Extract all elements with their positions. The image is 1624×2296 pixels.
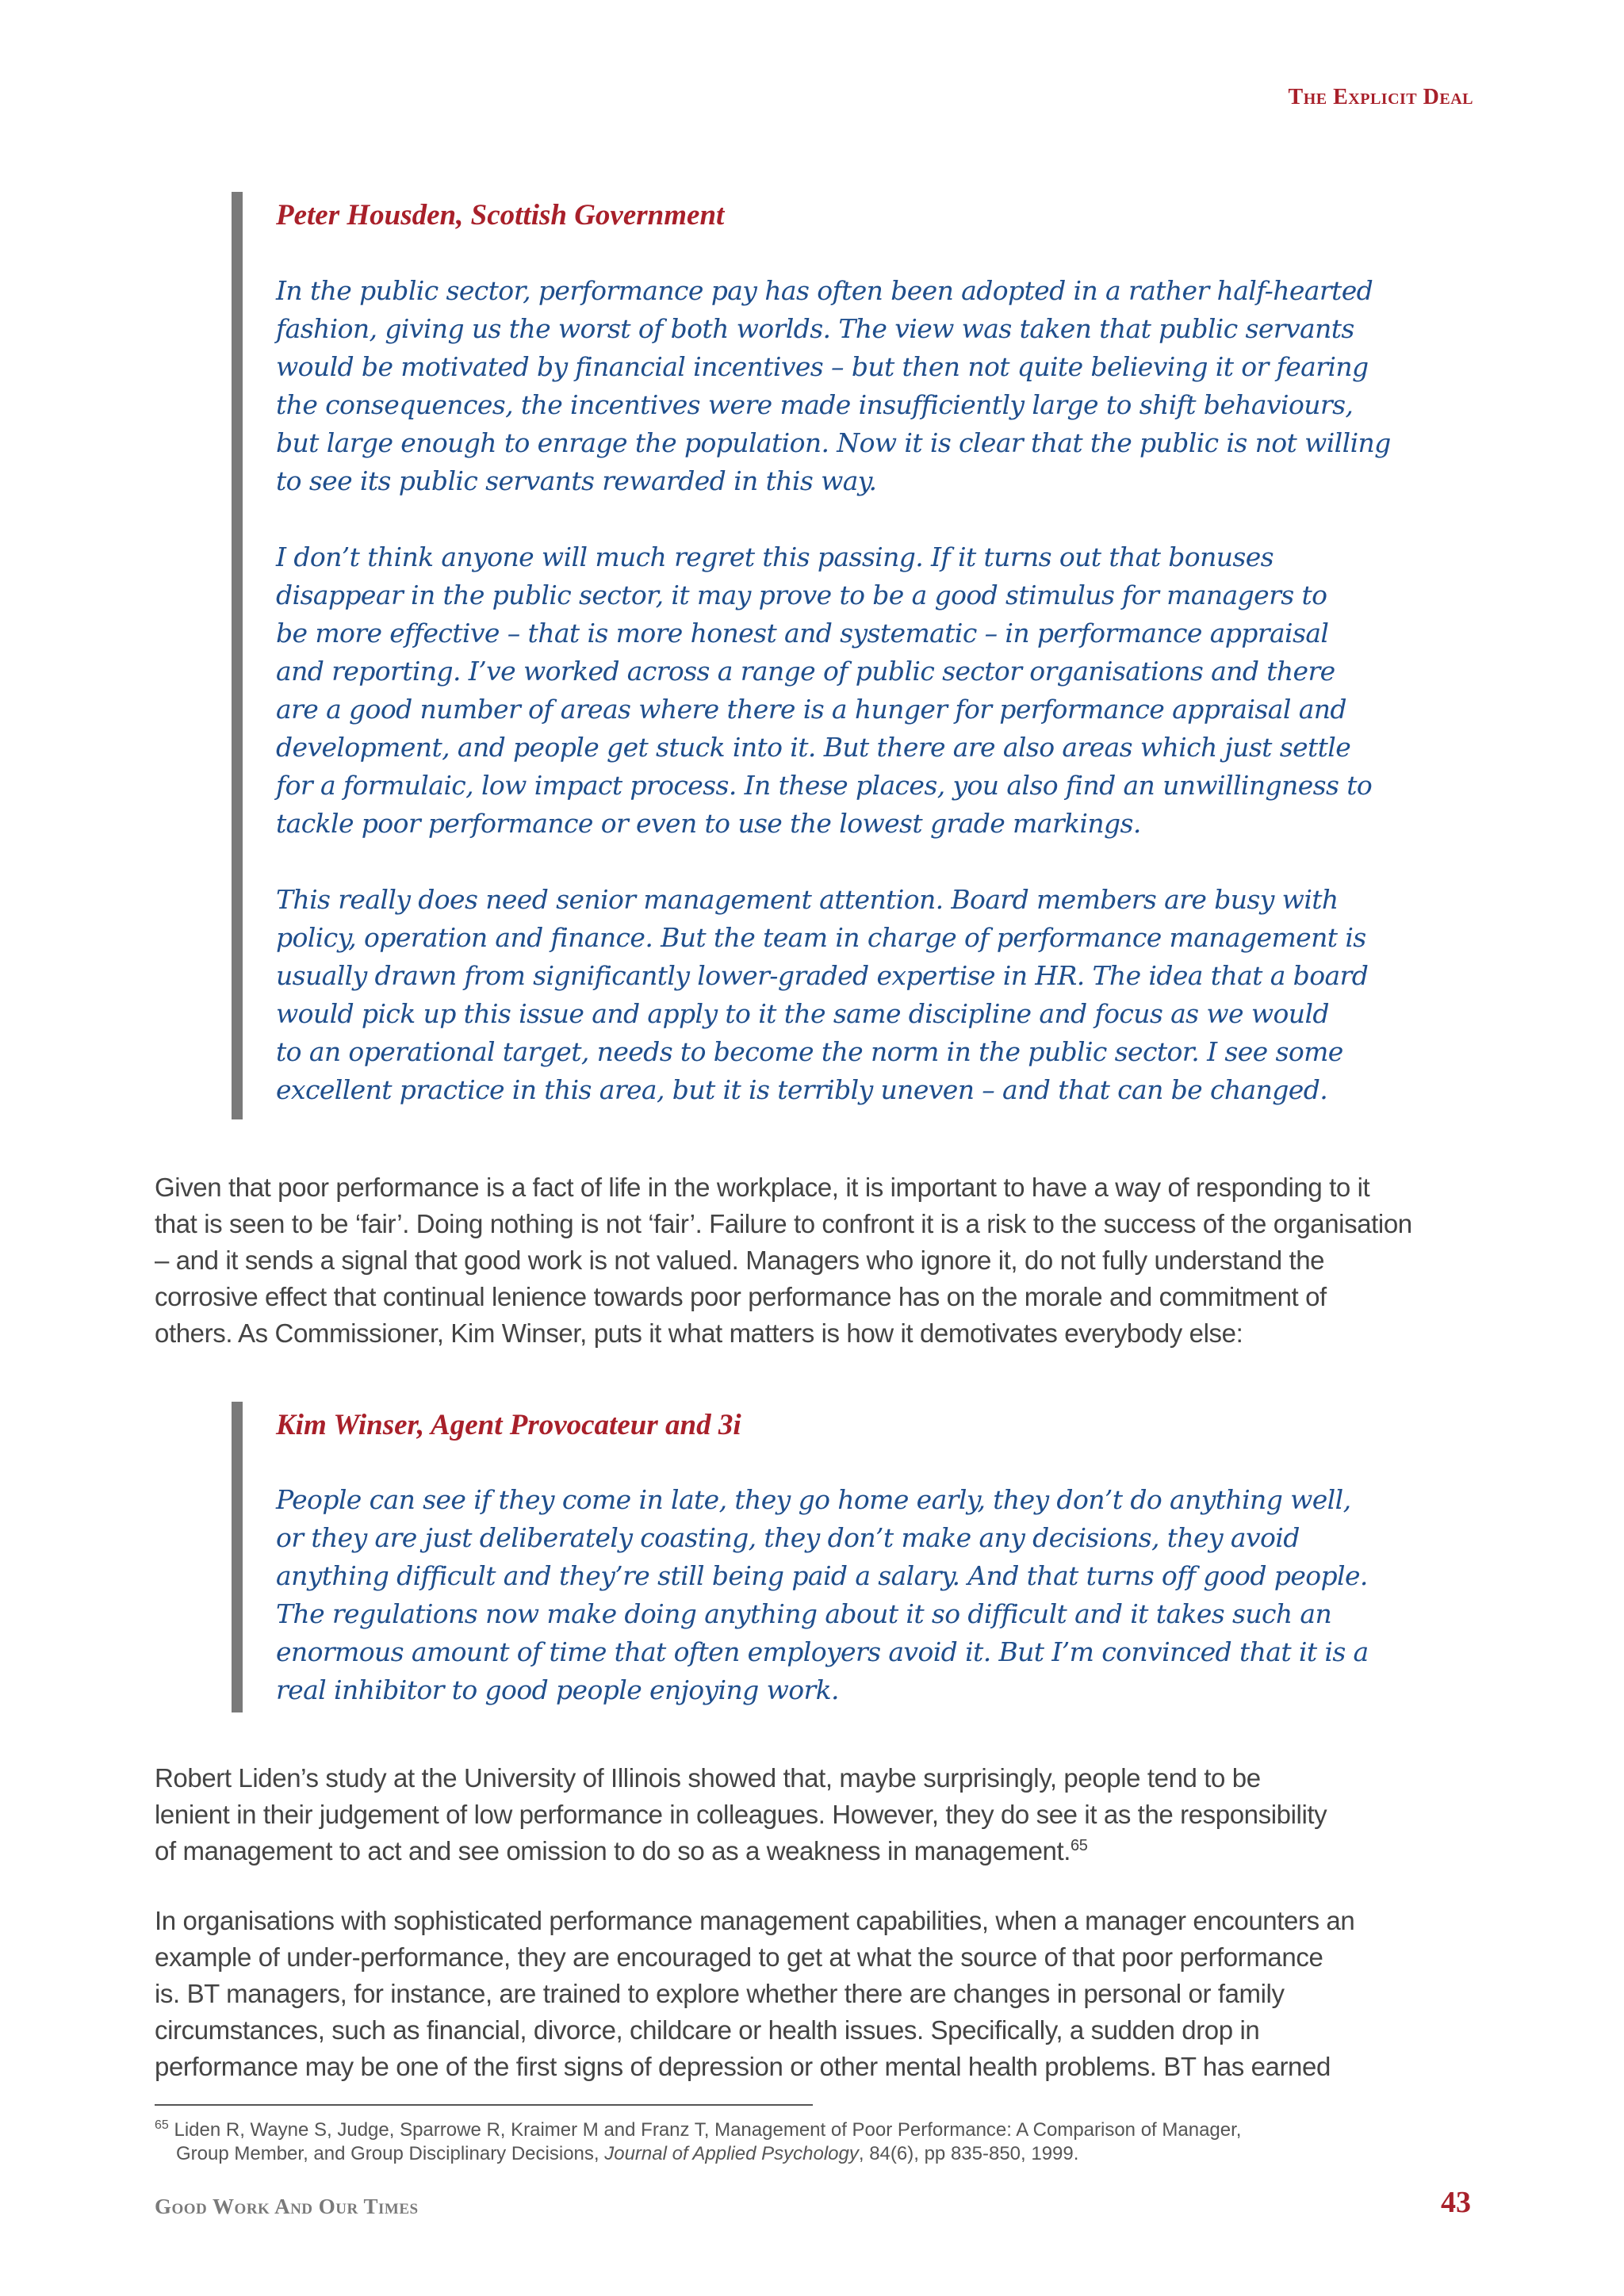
quote-line: excellent practice in this area, but it is terribly uneven – and that can be changed.: [276, 1074, 1328, 1105]
body-line: corrosive effect that continual lenience towards poor performance has on the morale and commitment of: [155, 1282, 1327, 1311]
body-line: performance may be one of the first signs of depression or other mental health problems. BT has earned: [155, 2052, 1331, 2081]
footnote-text: Group Member, and Group Disciplinary Decisions,: [176, 2143, 605, 2164]
footnote-text: Liden R, Wayne S, Judge, Sparrowe R, Kraimer M and Franz T, Management of Poor Performance: A Comparison of Manager,: [174, 2119, 1242, 2141]
footnote-text: , 84(6), pp 835-850, 1999.: [858, 2143, 1079, 2164]
quote-line: I don’t think anyone will much regret this passing. If it turns out that bonuses: [276, 541, 1274, 572]
body-line: – and it sends a signal that good work is not valued. Managers who ignore it, do not fully understand the: [155, 1246, 1325, 1275]
body-line: lenient in their judgement of low performance in colleagues. However, they do see it as the responsibility: [155, 1800, 1327, 1829]
quote-line: would pick up this issue and apply to it the same discipline and focus as we would: [276, 998, 1329, 1029]
body-text: of management to act and see omission to do so as a weakness in management.: [155, 1836, 1071, 1866]
footnote-divider: [155, 2104, 813, 2106]
quote-line: to an operational target, needs to become the norm in the public sector. I see some: [276, 1036, 1343, 1067]
footnote-number: 65: [155, 2118, 169, 2132]
footnote-line-2: [176, 2142, 1078, 2166]
footnote-line-1: [155, 2118, 1241, 2142]
quote-line: and reporting. I’ve worked across a range of public sector organisations and there: [276, 656, 1335, 687]
quote-line: In the public sector, performance pay has often been adopted in a rather half-hearted: [276, 275, 1373, 306]
body-line: example of under-performance, they are encouraged to get at what the source of that poor performance: [155, 1942, 1323, 1972]
body-line: In organisations with sophisticated performance management capabilities, when a manager encounters an: [155, 1906, 1355, 1935]
quote-line: for a formulaic, low impact process. In these places, you also find an unwillingness to: [276, 770, 1373, 801]
body-line: circumstances, such as financial, divorce, childcare or health issues. Specifically, a sudden drop in: [155, 2015, 1260, 2045]
quote-line: enormous amount of time that often employers avoid it. But I’m convinced that it is a: [276, 1636, 1369, 1667]
body-line: that is seen to be ‘fair’. Doing nothing is not ‘fair’. Failure to confront it is a risk to the success of the organisation: [155, 1209, 1412, 1238]
quote-line: People can see if they come in late, they go home early, they don’t do anything well,: [276, 1484, 1351, 1515]
quote-line: real inhibitor to good people enjoying work.: [276, 1674, 839, 1705]
body-line: others. As Commissioner, Kim Winser, puts it what matters is how it demotivates everybody else:: [155, 1318, 1243, 1348]
footer-publication-title: Good Work And Our Times: [155, 2195, 419, 2218]
body-line: Given that poor performance is a fact of life in the workplace, it is important to have a way of responding to it: [155, 1173, 1370, 1202]
body-line: Robert Liden’s study at the University of Illinois showed that, maybe surprisingly, people tend to be: [155, 1763, 1261, 1793]
quote-line: policy, operation and finance. But the team in charge of performance management is: [276, 922, 1366, 953]
quote-line: This really does need senior management attention. Board members are busy with: [276, 884, 1339, 915]
quote-attribution: Peter Housden, Scottish Government: [276, 199, 725, 232]
quote-line: but large enough to enrage the population. Now it is clear that the public is not willing: [276, 427, 1391, 458]
quote-line: are a good number of areas where there is a hunger for performance appraisal and: [276, 694, 1346, 725]
body-line: is. BT managers, for instance, are trained to explore whether there are changes in personal or family: [155, 1979, 1285, 2008]
body-line-with-ref: [155, 1833, 1087, 1869]
pull-quote-winser: [232, 1402, 1469, 1712]
footnote-reference[interactable]: 65: [1071, 1837, 1088, 1854]
quote-line: tackle poor performance or even to use the lowest grade markings.: [276, 808, 1141, 839]
quote-line: anything difficult and they’re still being paid a salary. And that turns off good people.: [276, 1560, 1368, 1591]
quote-line: be more effective – that is more honest and systematic – in performance appraisal: [276, 618, 1329, 649]
journal-title: Journal of Applied Psychology: [604, 2143, 859, 2164]
quote-line: fashion, giving us the worst of both worlds. The view was taken that public servants: [276, 313, 1354, 344]
running-header-title: The Explicit Deal: [1288, 85, 1473, 109]
quote-line: to see its public servants rewarded in this way.: [276, 465, 877, 496]
quote-line: usually drawn from significantly lower-graded expertise in HR. The idea that a board: [276, 960, 1369, 991]
quote-attribution: Kim Winser, Agent Provocateur and 3i: [276, 1409, 741, 1441]
quote-line: the consequences, the incentives were made insufficiently large to shift behaviours,: [276, 389, 1354, 420]
page-number: 43: [1441, 2186, 1471, 2219]
quote-line: development, and people get stuck into it. But there are also areas which just settle: [276, 732, 1351, 763]
pull-quote-housden: [232, 192, 1469, 1119]
quote-line: would be motivated by financial incentives – but then not quite believing it or fearing: [276, 351, 1369, 382]
quote-line: or they are just deliberately coasting, they don’t make any decisions, they avoid: [276, 1522, 1300, 1553]
quote-line: disappear in the public sector, it may prove to be a good stimulus for managers to: [276, 580, 1327, 610]
quote-line: The regulations now make doing anything about it so difficult and it takes such an: [276, 1598, 1332, 1629]
